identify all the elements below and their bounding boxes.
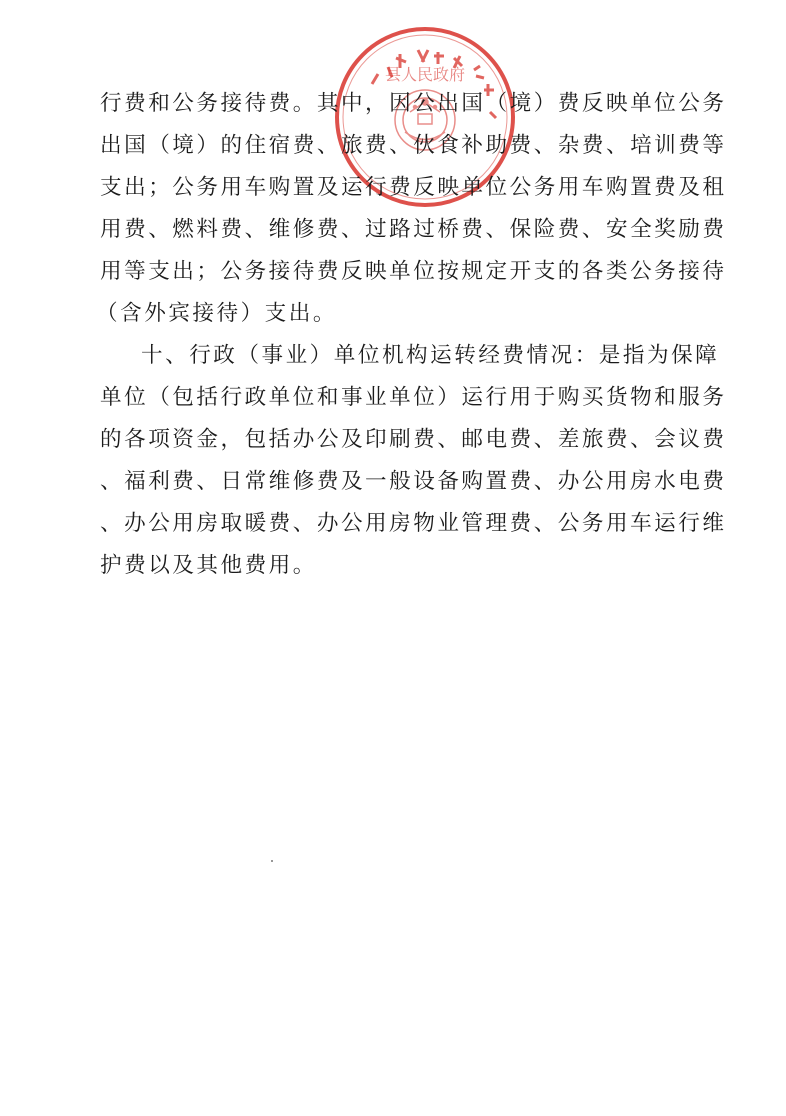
text-line: 护费以及其他费用。 xyxy=(100,553,317,578)
text-line: 用等支出；公务接待费反映单位按规定开支的各类公务接待 xyxy=(100,259,727,284)
seal-text: 县人民政府 xyxy=(384,65,466,84)
text-line: 十、行政（事业）单位机构运转经费情况：是指为保障 xyxy=(141,343,720,368)
text-line: 单位（包括行政单位和事业单位）运行用于购买货物和服务 xyxy=(100,385,727,410)
text-line: 出国（境）的住宿费、旅费、伙食补助费、杂费、培训费等 xyxy=(100,133,727,158)
text-line: 行费和公务接待费。其中，因公出国（境）费反映单位公务 xyxy=(100,91,727,116)
scan-speck xyxy=(271,860,273,862)
text-line: 支出；公务用车购置及运行费反映单位公务用车购置费及租 xyxy=(100,175,727,200)
text-line: 用费、燃料费、维修费、过路过桥费、保险费、安全奖励费 xyxy=(100,217,727,242)
text-line: 、福利费、日常维修费及一般设备购置费、办公用房水电费 xyxy=(100,469,727,494)
text-line: 、办公用房取暖费、办公用房物业管理费、公务用车运行维 xyxy=(100,511,727,536)
text-line: （含外宾接待）支出。 xyxy=(96,301,337,326)
text-line: 的各项资金，包括办公及印刷费、邮电费、差旅费、会议费 xyxy=(100,427,727,452)
